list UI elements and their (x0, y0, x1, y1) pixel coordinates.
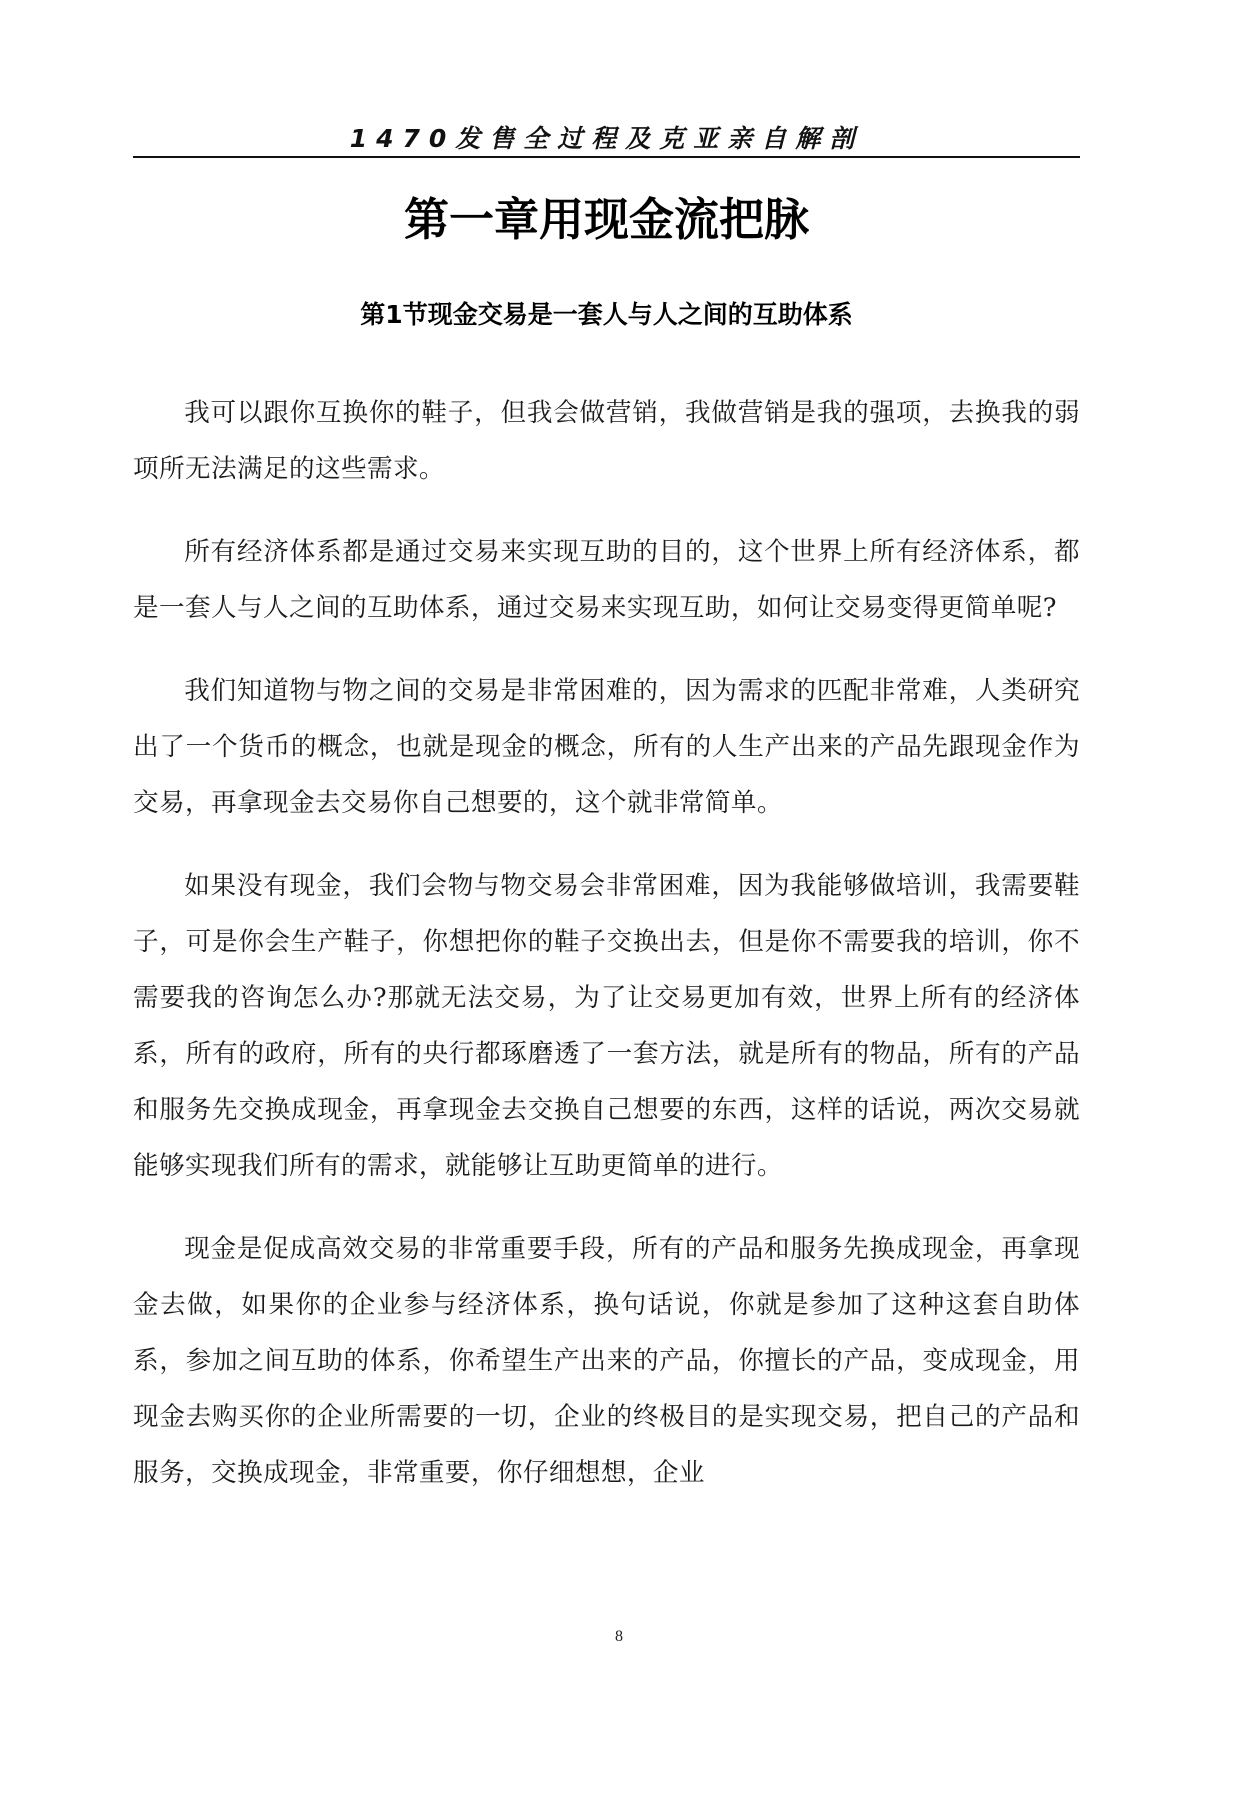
paragraph: 我可以跟你互换你的鞋子，但我会做营销，我做营销是我的强项，去换我的弱项所无法满足的这些需求。 (133, 398, 1080, 484)
paragraph: 现金是促成高效交易的非常重要手段，所有的产品和服务先换成现金，再拿现金去做，如果你的企业参与经济体系，换句话说，你就是参加了这种这套自助体系，参加之间互助的体系，你希望生产出来的产品，你擅长的产品，变成现金，用现金去购买你的企业所需要的一切，企业的终极目的是实现交易，把自己的产品和服务，交换成现金，非常重要，你仔细想想，企业 (133, 1234, 1080, 1488)
paragraph: 如果没有现金，我们会物与物交易会非常困难，因为我能够做培训，我需要鞋子，可是你会生产鞋子，你想把你的鞋子交换出去，但是你不需要我的培训，你不需要我的咨询怎么办?那就无法交易，为了让交易更加有效，世界上所有的经济体系，所有的政府，所有的央行都琢磨透了一套方法，就是所有的物品，所有的产品和服务先交换成现金，再拿现金去交换自己想要的东西，这样的话说，两次交易就能够实现我们所有的需求，就能够让互助更简单的进行。 (133, 871, 1080, 1181)
paragraph: 所有经济体系都是通过交易来实现互助的目的，这个世界上所有经济体系，都是一套人与人之间的互助体系，通过交易来实现互助，如何让交易变得更简单呢? (133, 537, 1080, 623)
page-number: 8 (615, 1628, 623, 1645)
header-rule (133, 156, 1080, 158)
running-header: 1470发售全过程及克亚亲自解剖 (349, 124, 864, 153)
body-text (133, 385, 1080, 1528)
paragraph: 我们知道物与物之间的交易是非常困难的，因为需求的匹配非常难，人类研究出了一个货币的概念，也就是现金的概念，所有的人生产出来的产品先跟现金作为交易，再拿现金去交易你自己想要的，这个就非常简单。 (133, 676, 1080, 818)
section-title: 第1节现金交易是一套人与人之间的互助体系 (360, 300, 853, 329)
chapter-title: 第一章用现金流把脉 (403, 193, 809, 246)
